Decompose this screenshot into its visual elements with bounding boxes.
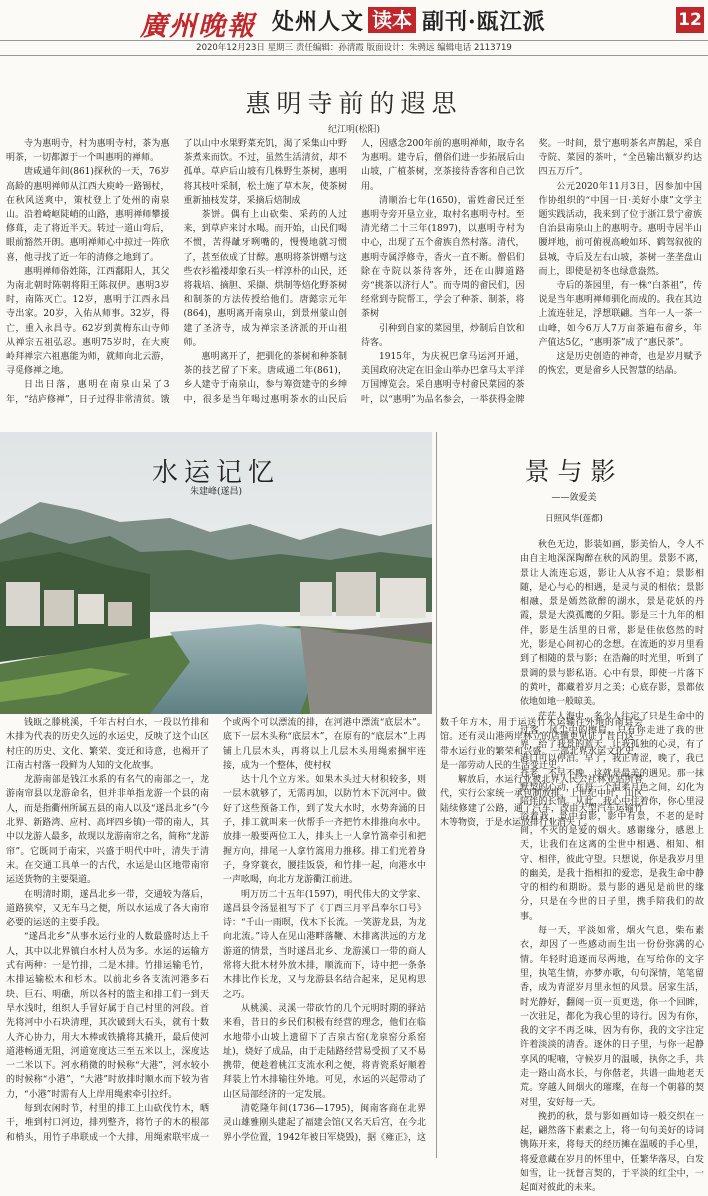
article2-paragraph: 解放后，水运行业被北界人民公社林业站所替代，实行公家统一承包制放排。上世纪中叶，山区陆续修建了公路，通了汽车，改由大型汽车运输竹木等物资，于是水运放排行业消失了。 — [440, 775, 643, 829]
article2-title: 水运记忆 — [151, 458, 280, 488]
article3-body — [520, 538, 704, 1194]
article2-author: 朱建峰(遂昌) — [189, 487, 243, 497]
section-tag: 读本 — [368, 7, 416, 33]
article3-title: 景与影 — [524, 457, 624, 486]
article2-paragraph: 从桃溪、灵溪一带砍竹的几个元明时期的驿站来看，昔日的乡民们积极有经营的理念，他们在临水地带小山坡上遗留下了吉泉古窑(龙泉窑分系窑址)，烧好了成品，由于走陆路经营易受损了又不易携带，便趁着桃江支流水利之便，将青瓷系好顺着拜装上竹木排输往外地。可见，水运的兴起带动了山区局部经济的一定发展。 — [223, 1003, 426, 1100]
section-sub: 副刊·瓯江派 — [422, 8, 546, 35]
article2-paragraph: 龙游南部是钱江水系的有名气的南部之一，龙游南帘县以龙游命名，但并非单指龙游一个县的南人，而是指衢州所属五县的南人以及“遂昌北乡”(今北界、新路湾、应村、高坪四乡镇)一带的南人，其中以龙游人最多，故现以龙游南帘之名，简称“龙游帘”。它既同于南宋，兴盛于明代中叶，清失于清末。在交通工具单一的古代，水运是山区地带南帘运送货物的主要渠道。 — [6, 775, 209, 886]
article1-paragraph: 寺后的茶园里，有一株“白茶祖”，传说是当年惠明禅师驯化而成的。我在其边上流连驻足，浮想联翩。当年一人一茶一山峰，如今6万人7万亩茶遍布畲乡，年产值达5亿，“惠明茶”成了“惠民茶”。 — [538, 281, 702, 348]
article1-paragraph: 清顺治七年(1650)，雷姓畲民迁至惠明寺旁开垦立业，取村名惠明寺村。至清光绪二十三年(1897)，以惠明寺村为中心，出现了五个畲族自然村落。清代，惠明寺属浮修寺，香火一直不断。僧侣们除在寺院以茶待客外，还在山脚道路旁“挑茶以济行人”。而寺周的畲民们，因经常到寺院帮工，学会了种茶、制茶，将茶树 — [361, 195, 525, 320]
article3-paragraph: 每一天，平淡如常，烟火气息，柴布素衣，却因了一些感动而生出一份份弥满的心情。年轻时追逐而尽两地，在写给你的文字里，执笔生情，亦梦亦歌，句句深情，笔笔留香，成为青涩岁月里永恒的风景。居家生活，时光静好，翻阅一页一页更迭，你一个回眸，一次驻足，都化为我心里的诗行。因为有你，我的文字不再乏味，因为有你，我的文字注定许着淡淡的清香。逐休的日子里，与你一起静享风的呢喃，守候岁月的温暖，执你之手，共走一路山高水长，与你偕老，共谱一曲地老天荒。穿越人间烟火的璀璨，在每一个朝暮的契对里，安好每一天。 — [520, 926, 704, 1108]
column-divider — [436, 432, 437, 1158]
article1-paragraph: 公元2020年11月3日，因参加中国作协组织的“中国一日·美好小康”文学主题实践活动，我来到了位于浙江景宁畲族自治县南泉山上的惠明寺。惠明寺居半山腰坪地，前可俯视高峻如环、鹤驾叙彼的县城，寺后及左右山坡，茶树一垄垄盘山而上，即使是初冬也绿意盎然。 — [538, 181, 702, 277]
article2-paragraph: 清乾隆年间(1736—1795)，闽南客商在北界灵山雄雅刚头建起了福建会馆(又名天后宫，在今北界小学位置，1942年被日军烧毁)，据《雍正》，这数千年方木，用于运送竹木运输往外地的南县会馆。还有灵山港两岸林立的店铺更见证了昔日这一带水运行业的繁荣和兴盛。一部北界水运文化史，是一部劳动人民的生活变迁史。 — [223, 718, 643, 1143]
newspaper-logo: 廣州晚報 — [140, 11, 256, 42]
article2-paragraph: 在明清时期，遂昌北乡一带，交通较为落后，道路狭窄，又无车马之便，所以水运成了各大南帘必要的运送的主要手段。 — [6, 889, 209, 929]
article2-paragraph: 钱瓯之滕桃溪，千年古村白水，一段以竹排和木排为代表的历史久远的水运史，反映了这个山区村庄的历史、文化、繁荣、变迁和诗意，也褐开了江南古村落一段鲜为人知的文化故事。 — [6, 718, 209, 771]
article1-paragraph: 日出日落，惠明在南泉山呆了3年，“结庐修禅”，日子过得非常清贫。饿了以山中水果野菜充饥，渴了采集山中野茶煮来而饮。不过，虽然生活清贫，却不孤单。草庐后山坡有几株野生茶树，惠明将其枝叶采制，松土施了草木灰，使茶树重新抽枝发芽，采摘后焙制成 — [6, 139, 347, 405]
article1-paragraph: 引种到自家的菜园里，炒制后自饮和待客。 — [361, 323, 525, 348]
article1-paragraph: 惠明离开了，把驯化的茶树和种茶制茶的技艺留了下来。唐咸通二年(861)，乡人建寺于南泉山，参与筹资建寺的乡绅中，很多是当年喝过惠明茶水的山民后人，因感念200年前的惠明禅师，取寺名为惠明。建寺后，僧俗们进一步拓展后山山坡，广植茶树，烹茶接待香客和自己饮用。 — [183, 139, 525, 405]
article1-paragraph: 1915年，为庆祝巴拿马运河开通，美国政府决定在旧金山举办巴拿马太平洋万国博览会。采自惠明寺村畲民菜园的茶叶，以“惠明”为品名参会，一举获得金牌奖。一时间，景宁惠明茶名声鹊起，采自寺院、菜园的茶叶，“全邑输出额岁约达四五万斤”。 — [361, 139, 702, 405]
dateline: 2020年12月23日 星期三 责任编辑：孙清霞 版面设计：朱骋远 编辑电话 2113719 — [0, 40, 708, 56]
page-number: 12 — [676, 7, 704, 33]
article3-panel — [440, 432, 708, 1194]
article3-paragraph: 茫茫人海中，多少人往定了只是生命中的过客，风尘中的擦肩。只有你走进了我的世界，给了我景的蓝天。让我孤独的心灵，有了港口可以停泊。早了，我正青涩，晚了，我已苍老，不早不晚，这就是最美的遇见。那一抹默契的心动，在每一个温柔月色之间，幻化为陪伴的长情。从此，我心中住着你，你心里浸浴着我，景中有影，影中有景，不老的是时间，不灭的是爱的烟火。感谢缘分，感恩上天，让我们在这离的尘世中相遇、相知、相守、相伴，彼此守望。只想说，你是我岁月里的幽美，是我十指相扣的爱恋，是我生命中静守的相约和期盼。景与影的遇见是前世的缘分，只是在今世的日子里，携手陪我们的故事。 — [520, 711, 704, 922]
article2-paragraph: 明万历二十五年(1597)，明代伟大的文学家、遂昌县令汤显祖写下了《丁酉三月平昌奉尔口号》诗：“千山一雨暝，伐木下长流。一笑游龙县，为龙向北流。”诗人在见山港畔落鞭、木排离洪远的方龙游道的情景，当时遂昌北乡、龙游溪口一带的商人常将大批木材外放木排，顺流而下，诗中把一条条木排比作长龙，又与龙游县名结合起来，足见构思之巧。 — [223, 889, 426, 1000]
masthead — [0, 0, 708, 40]
article1-paragraph: 茶饼。偶有上山砍柴、采药的人过来，到草庐来讨水喝。而开始，山民们喝不惯，苦得龇牙咧嘴的，慢慢地就习惯了，甚至依成了甘醇。惠明将茶饼赠与这些农衫褴褛却象石头一样淳朴的山民，还将栽培、摘胆、采撷、烘制等焙化野茶树和制茶的方法传授给他们。唐懿宗元年(864)，惠明离开南泉山，到景州蒙山创建了圣济寺，成为禅宗圣济派的开山祖师。 — [183, 210, 347, 348]
article1-paragraph: 惠明禅师俗姓陈，江西鄱阳人，其父为南北朝时陈朝将阳王陈叔伊。惠明3岁时，南陈灭亡。12岁，惠明于江西永昌寺出家。20岁，入佑从师事。32岁，得亡，重入永昌寺。62岁到黄梅东山寺师从禅宗五祖弘忍。惠明75岁时，在大庾岭拜禅宗六祖惠能为师，就师向北云游，寻觅修禅之地。 — [6, 266, 170, 377]
section-header — [268, 7, 546, 33]
article2-paragraph: 达十几个立方米。如果木头过大材积较多，则一层木就够了，无需再加，以防竹木下沉河中。做好了这些预备工作，到了发大水时，水势奔涌的日子，排工就叫来一伙帮手一齐把竹木排推向水中。放排一般要两位工人，排头上一人拿竹篙牵引和把握方向，排尾一人拿竹篙用力推移。排工们光着身子，身穿蓑衣，腰挂饭袋，和竹排一起，向港水中一声吆喝，向北方龙游衢江前进。 — [223, 775, 426, 886]
article3-byline: 日照风华(莲都) — [545, 514, 603, 524]
article3-author: ——敛爱美 — [551, 493, 597, 503]
article3-paragraph: 秋色无边，影装如画，影美怡人，令人不由自主地深深陶醉在秋的风韵里。景影不离，景让人流连忘返，影让人从容不迫；景影相随，是心与心的相遇，是灵与灵的相依；景影相融，景是嫣然欲醉的湖水，景是花妖的丹霞，景是大漠孤鹰的夕阳。影是三十九年的相伴，影是生活里的日常，影是佳依悠然的时光，影是心间初心的念想。在流逝的岁月里看到了相随的景与影；在浩瀚的时光里，听到了景调的景与影私语。心中有景，即使一片落下的黄叶，都藏着岁月之美；心底存影，景都依依地如地一般晾美。 — [520, 540, 704, 708]
article2-paragraph: 每到农闲时节，村里的排工上山砍伐竹木，晒干，堆到村口河边，排列整齐，将竹子的木的根部和梢头，用竹子串联成一个大排，用绳索联牢成一个或两个可以漂流的排，在河港中漂流“底层木”。底下一层木头称“底层木”，在原有的“底层木”上再铺上几层木头，再将以上几层木头用绳索捆牢连接，成为一个整体，使村权 — [6, 718, 426, 1143]
article2-paragraph: “遂昌北乡”从事水运行业的人数最盛时达上千人，其中以北界镇白水村人员为多。水运的运输方式有两种：一是竹排，二是木排。竹排运输毛竹，木排运输松木和杉木。以前北乡各支流河港多石块、巨石、明礁，所以各村的篮主和排工们一到天旱水浅时，组织人手冒好属于自己村里的河段。首先将河中小石块清理，其次破到大石头，就有十数人齐心协力，用大木棒或铁撬将其撬开，最后使河道港畅通无阻，河道宽度达三至五米以上，深度达一二米以下。河水稍微的时候称“大港”，河水较小的时候称“小港”，“大港”时放排时顺水而下较为省力，“小港”时需有人上岸用绳索牵引拉纤。 — [6, 932, 209, 1100]
article1-paragraph: 寺为惠明寺，村为惠明寺村，茶为惠明茶，一切都源于一个叫惠明的禅师。 — [6, 139, 170, 164]
article1-paragraph: 这是历史创造的神奇，也是岁月赋予的恢宏，更是畲乡人民智慧的结晶。 — [538, 352, 702, 377]
article1-paragraph: 唐咸通年间(861)探秋的一天，76岁高龄的惠明禅师从江西大庾岭一路锡杖，在秋风送爽中，策杖登上了处州的南泉山。沿着崎岖陡峭的山路，惠明禅师攀援修葺，走了将近半天。转过一道山弯后，眼前豁然开朗。惠明禅师心中掠过一阵欣喜，他寻找了近一年的清修之地到了。 — [6, 167, 170, 263]
article1-author: 纪江明(松阳) — [327, 125, 381, 135]
article3-paragraph: 挽扔的秋，景与影如画如诗一般交织在一起，翩然落下素素之上，将一句句美好的诗词镌陈开来，将每天的经历摊在温暖的手心里，将爱意藏在岁月的怀里中，任繁华落尽，白发如雪，让一抚督言契的，于平淡的红尘中，一起面对彼此的未来。 — [520, 1111, 704, 1194]
article1-body — [6, 137, 702, 427]
section-main: 处州人文 — [272, 8, 365, 35]
article1-title: 惠明寺前的遐思 — [245, 89, 463, 118]
